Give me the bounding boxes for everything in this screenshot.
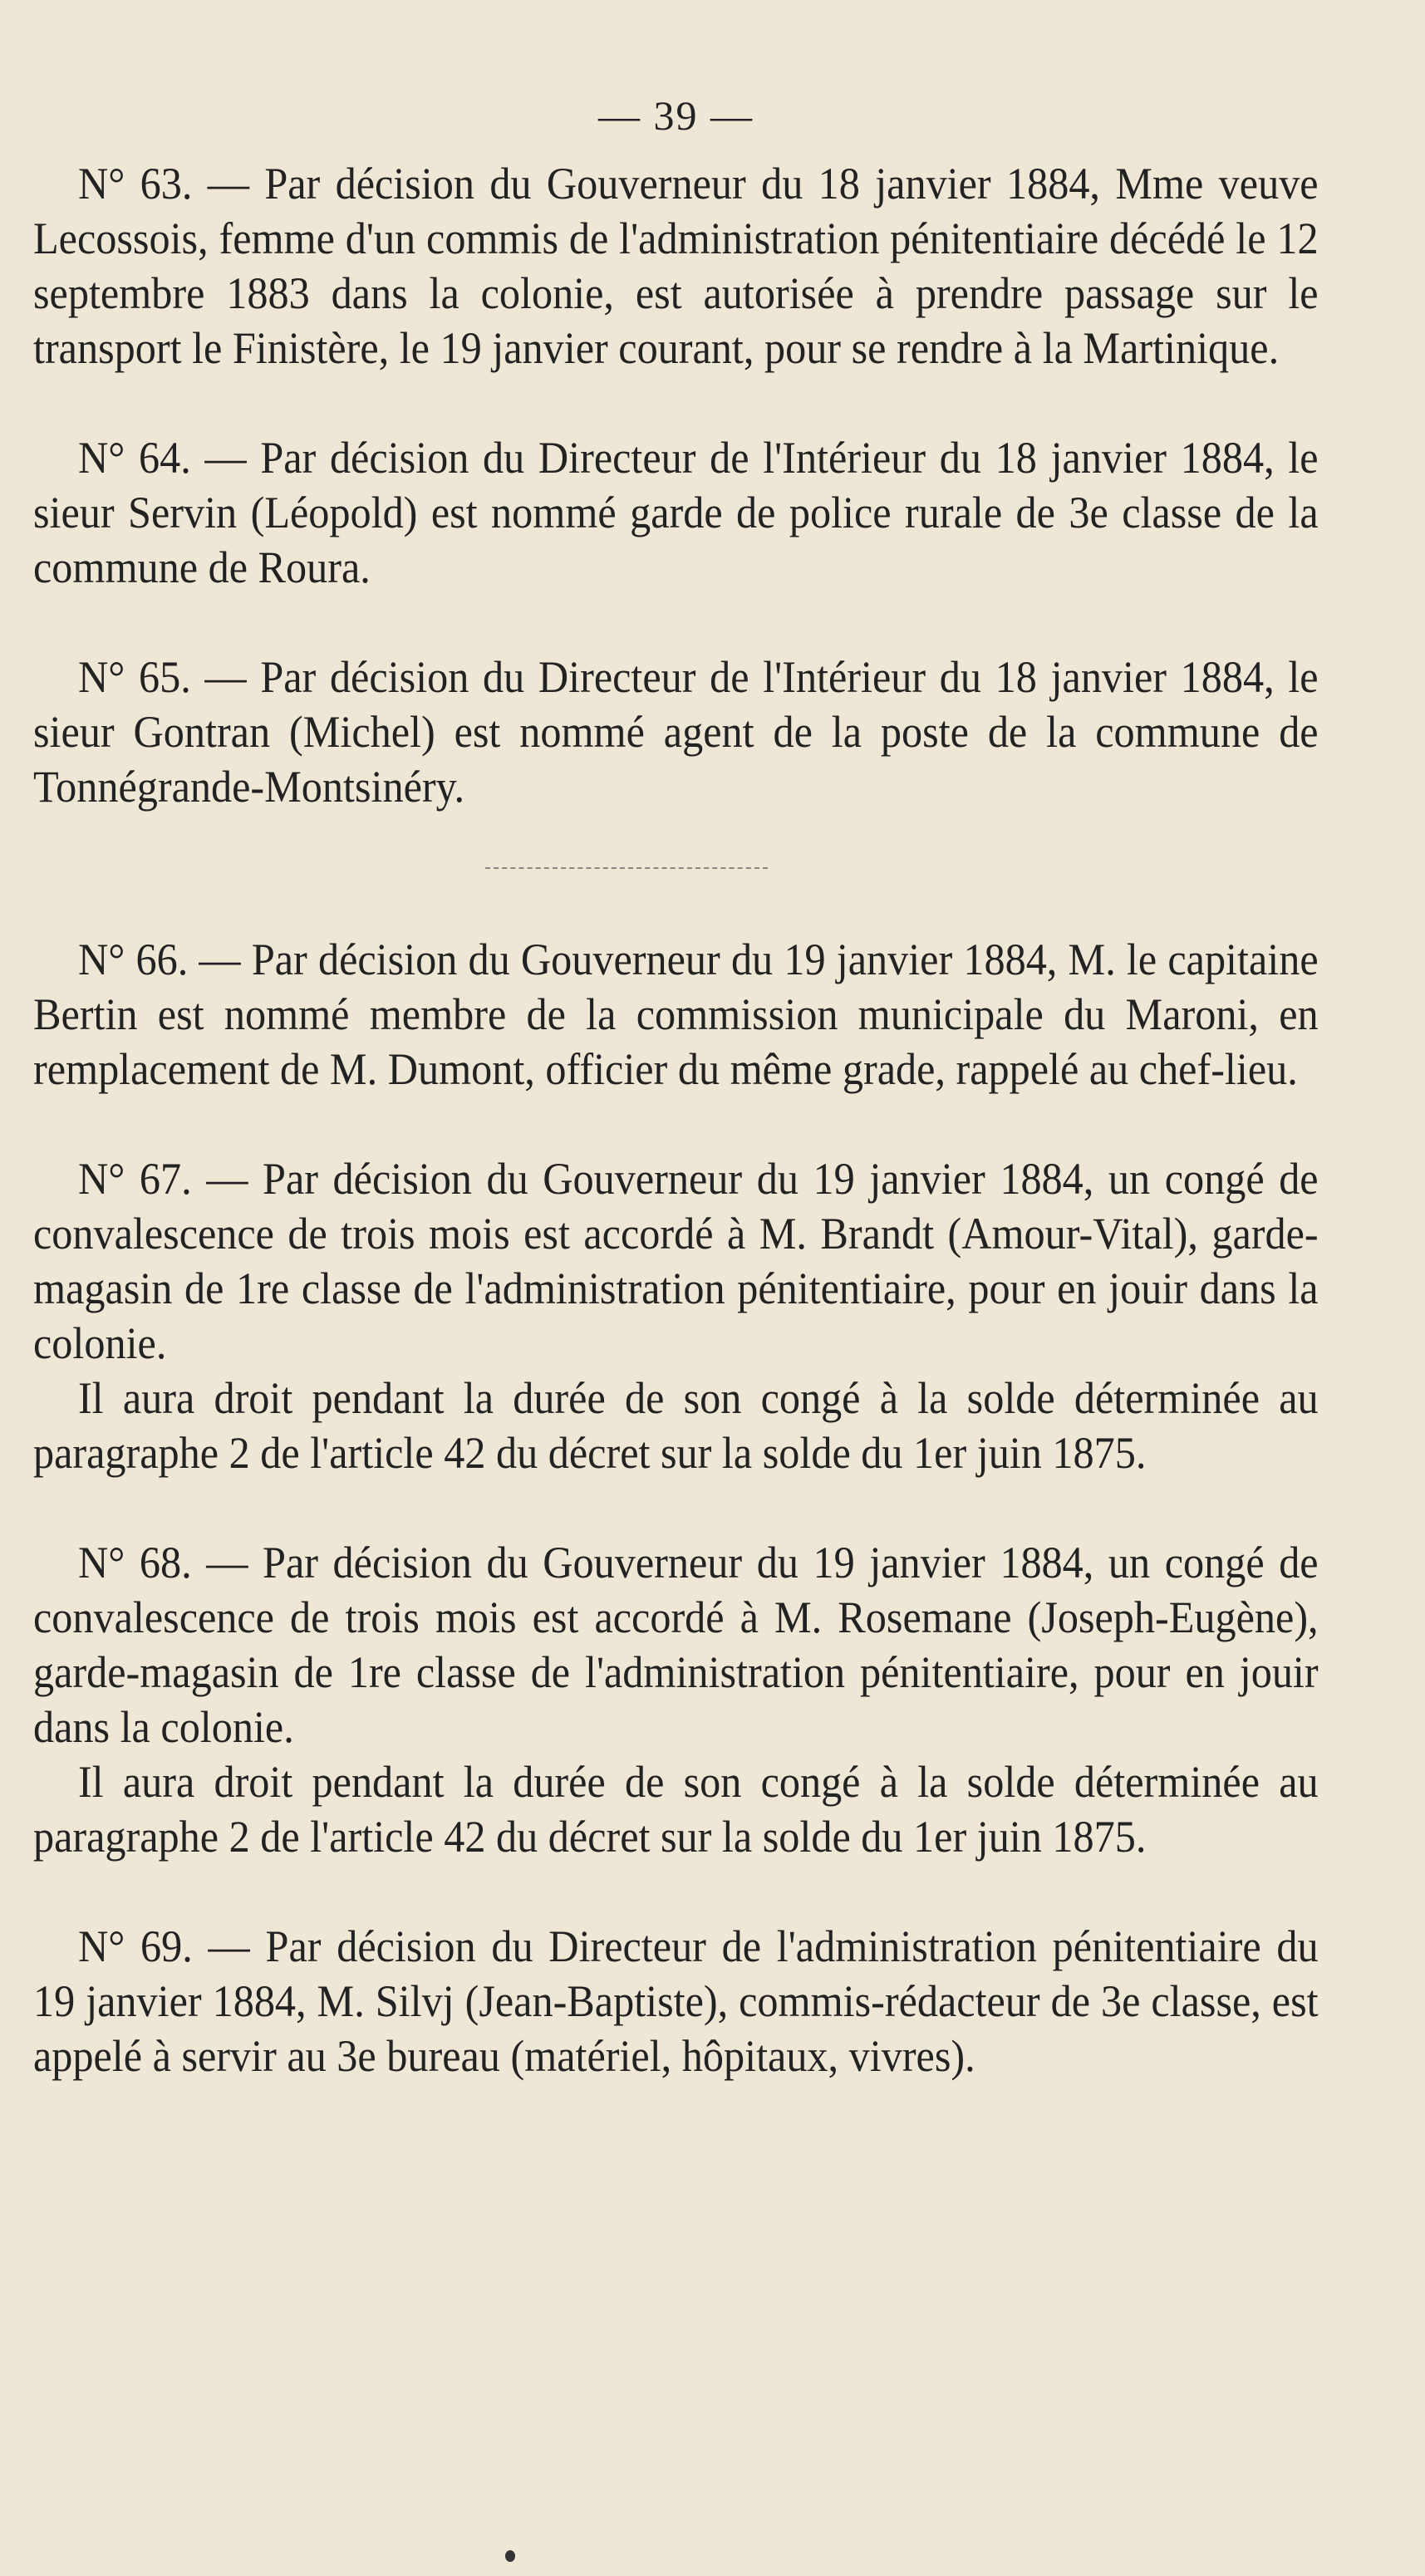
entry-paragraph: N° 68. — Par décision du Gouverneur du 19 janvier 1884, un congé de convalescence de trois mois est accordé à M. Rosemane (Joseph-Eugène), garde-magasin de 1re classe de l'administration pénitentiaire, pour en jouir dans la colonie.	[33, 1538, 1319, 1752]
entry-paragraph: N° 65. — Par décision du Directeur de l'Intérieur du 18 janvier 1884, le sieur Gontran (Michel) est nommé agent de la poste de la commune de Tonnégrande-Montsinéry.	[33, 652, 1319, 812]
entry-66	[33, 932, 1319, 1097]
entry-64	[33, 430, 1319, 595]
entry-67	[33, 1151, 1319, 1480]
page-number: — 39 —	[598, 92, 754, 139]
entry-paragraph: N° 69. — Par décision du Directeur de l'administration pénitentiaire du 19 janvier 1884, M. Silvj (Jean-Baptiste), commis-rédacteur de 3e classe, est appelé à servir au 3e bureau (matériel, hôpitaux, vivres).	[33, 1921, 1319, 2081]
section-separator	[485, 867, 768, 869]
entry-68	[33, 1535, 1319, 1864]
entry-paragraph: Il aura droit pendant la durée de son congé à la solde déterminée au paragraphe 2 de l'article 42 du décret sur la solde du 1er juin 1875.	[33, 1373, 1319, 1478]
entry-63	[33, 156, 1319, 375]
entry-paragraph: Il aura droit pendant la durée de son congé à la solde déterminée au paragraphe 2 de l'article 42 du décret sur la solde du 1er juin 1875.	[33, 1757, 1319, 1862]
entry-69	[33, 1919, 1319, 2083]
entry-paragraph: N° 66. — Par décision du Gouverneur du 19 janvier 1884, M. le capitaine Bertin est nommé membre de la commission municipale du Maroni, en remplacement de M. Dumont, officier du même grade, rappelé au chef-lieu.	[33, 935, 1319, 1094]
ink-spot	[505, 2550, 515, 2562]
entry-65	[33, 650, 1319, 814]
entry-paragraph: N° 63. — Par décision du Gouverneur du 18 janvier 1884, Mme veuve Lecossois, femme d'un commis de l'administration pénitentiaire décédé le 12 septembre 1883 dans la colonie, est autorisée à prendre passage sur le transport le Finistère, le 19 janvier courant, pour se rendre à la Martinique.	[33, 159, 1319, 373]
entry-paragraph: N° 67. — Par décision du Gouverneur du 19 janvier 1884, un congé de convalescence de trois mois est accordé à M. Brandt (Amour-Vital), garde-magasin de 1re classe de l'administration pénitentiaire, pour en jouir dans la colonie.	[33, 1154, 1319, 1368]
entry-paragraph: N° 64. — Par décision du Directeur de l'Intérieur du 18 janvier 1884, le sieur Servin (Léopold) est nommé garde de police rurale de 3e classe de la commune de Roura.	[33, 433, 1319, 592]
